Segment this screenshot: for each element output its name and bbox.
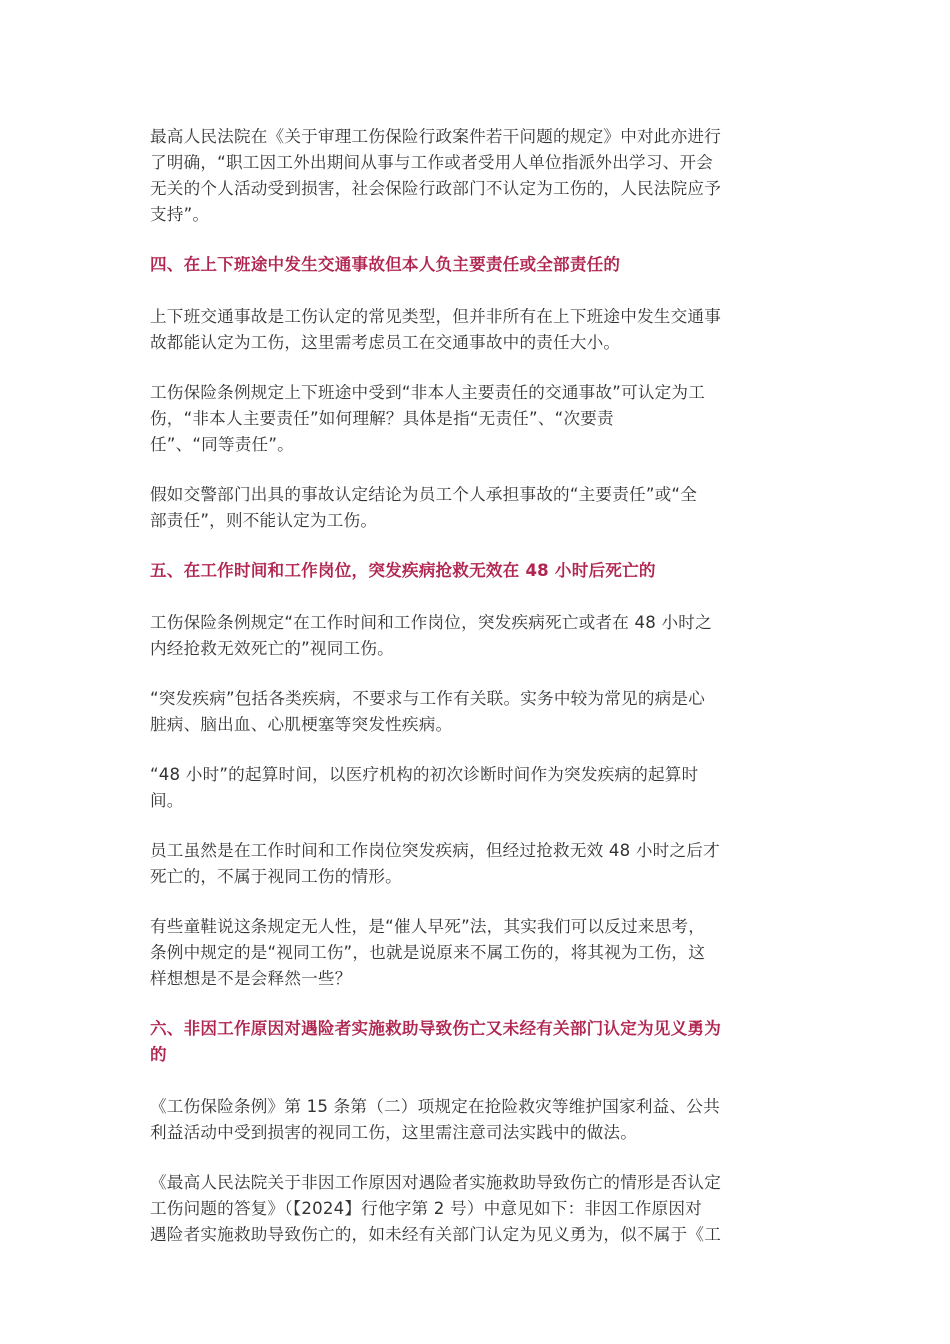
paragraph: [150, 1094, 806, 1146]
text-line: 遇险者实施救助导致伤亡的，如未经有关部门认定为见义勇为，似不属于《工: [150, 1225, 721, 1244]
text-line: 脏病、脑出血、心肌梗塞等突发性疾病。: [150, 715, 453, 734]
text-line: 有些童鞋说这条规定无人性，是“催人早死”法，其实我们可以反过来思考，: [150, 917, 705, 936]
paragraph: [150, 124, 806, 228]
section-heading-4: [150, 252, 806, 278]
text-line: 上下班交通事故是工伤认定的常见类型，但并非所有在上下班途中发生交通事: [150, 307, 721, 326]
text-line: 假如交警部门出具的事故认定结论为员工个人承担事故的“主要责任”或“全: [150, 485, 697, 504]
paragraph: [150, 762, 806, 814]
text-line: 员工虽然是在工作时间和工作岗位突发疾病，但经过抢救无效 48 小时之后才: [150, 841, 720, 860]
text-line: 利益活动中受到损害的视同工伤，这里需注意司法实践中的做法。: [150, 1123, 638, 1142]
text-line: 样想想是不是会释然一些？: [150, 969, 352, 988]
text-line: “突发疾病”包括各类疾病，不要求与工作有关联。实务中较为常见的病是心: [150, 689, 705, 708]
text-line: 内经抢救无效死亡的”视同工伤。: [150, 639, 394, 658]
text-line: 间。: [150, 791, 184, 810]
paragraph: [150, 610, 806, 662]
heading-line: 五、在工作时间和工作岗位，突发疾病抢救无效在 48 小时后死亡的: [150, 561, 656, 580]
text-line: 伤，“非本人主要责任”如何理解？具体是指“无责任”、“次要责: [150, 409, 614, 428]
section-heading-6: [150, 1016, 806, 1068]
text-line: 最高人民法院在《关于审理工伤保险行政案件若干问题的规定》中对此亦进行: [150, 127, 721, 146]
text-line: 工伤保险条例规定“在工作时间和工作岗位，突发疾病死亡或者在 48 小时之: [150, 613, 712, 632]
text-line: 《最高人民法院关于非因工作原因对遇险者实施救助导致伤亡的情形是否认定: [150, 1173, 721, 1192]
text-line: 《工伤保险条例》第 15 条第（二）项规定在抢险救灾等维护国家利益、公共: [150, 1097, 720, 1116]
text-line: 无关的个人活动受到损害，社会保险行政部门不认定为工伤的，人民法院应予: [150, 179, 721, 198]
text-line: 任”、“同等责任”。: [150, 435, 294, 454]
paragraph: [150, 482, 806, 534]
document-body: [150, 124, 806, 1272]
text-line: 工伤问题的答复》（【2024】行他字第 2 号）中意见如下：非因工作原因对: [150, 1199, 702, 1218]
heading-line: 的: [150, 1045, 167, 1064]
text-line: 支持”。: [150, 205, 210, 224]
paragraph: [150, 380, 806, 458]
paragraph: [150, 1170, 806, 1248]
text-line: 工伤保险条例规定上下班途中受到“非本人主要责任的交通事故”可认定为工: [150, 383, 705, 402]
text-line: 死亡的，不属于视同工伤的情形。: [150, 867, 402, 886]
text-line: 条例中规定的是“视同工伤”，也就是说原来不属工伤的，将其视为工伤，这: [150, 943, 705, 962]
text-line: 故都能认定为工伤，这里需考虑员工在交通事故中的责任大小。: [150, 333, 621, 352]
text-line: 了明确，“职工因工外出期间从事与工作或者受用人单位指派外出学习、开会: [150, 153, 713, 172]
paragraph: [150, 838, 806, 890]
paragraph: [150, 304, 806, 356]
text-line: “48 小时”的起算时间，以医疗机构的初次诊断时间作为突发疾病的起算时: [150, 765, 699, 784]
paragraph: [150, 686, 806, 738]
section-heading-5: [150, 558, 806, 584]
text-line: 部责任”，则不能认定为工伤。: [150, 511, 378, 530]
heading-line: 四、在上下班途中发生交通事故但本人负主要责任或全部责任的: [150, 255, 621, 274]
heading-line: 六、非因工作原因对遇险者实施救助导致伤亡又未经有关部门认定为见义勇为: [150, 1019, 721, 1038]
paragraph: [150, 914, 806, 992]
